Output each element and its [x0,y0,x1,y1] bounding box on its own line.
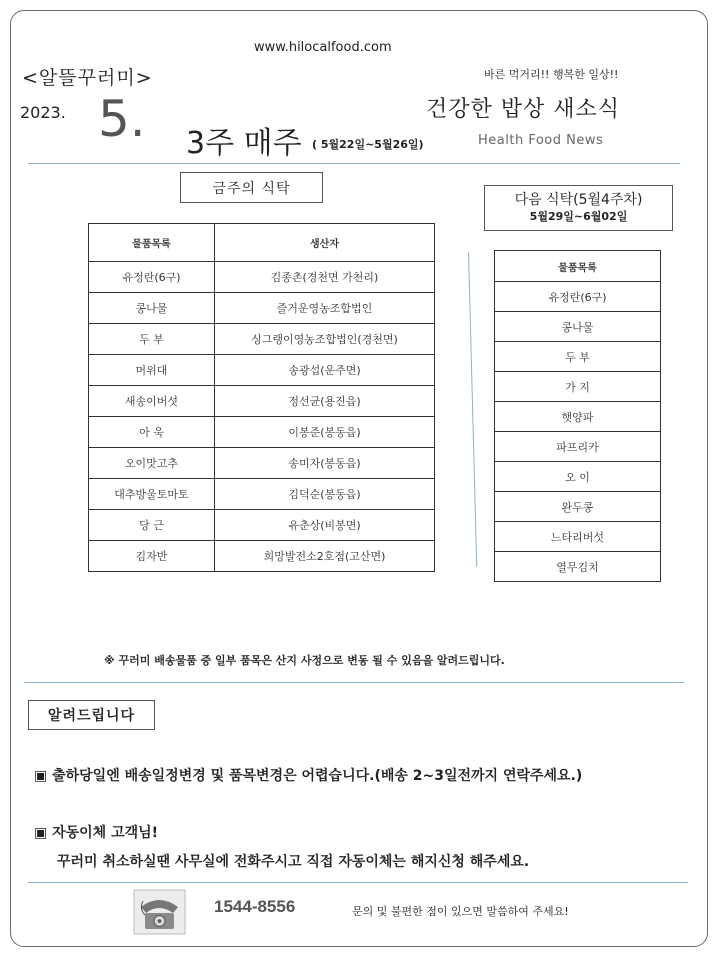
table-row [89,355,435,386]
item-cell: 햇양파 [495,402,661,432]
column-header-items: 물품목록 [495,251,661,282]
item-cell: 유정란(6구) [495,282,661,312]
notice-item-autopay-body: 꾸러미 취소하실땐 사무실에 전화주시고 직접 자동이체는 해지신청 해주세요. [57,854,530,870]
item-cell: 머위대 [89,355,215,386]
producer-cell: 희망발전소2호점(고산면) [215,541,435,572]
producer-cell: 유춘상(비봉면) [215,510,435,541]
item-cell: 열무김치 [495,552,661,582]
table-row [89,448,435,479]
table-row [495,462,661,492]
header-divider [28,163,680,164]
table-row [89,541,435,572]
table-row [495,522,661,552]
producer-cell: 정선균(용진읍) [215,386,435,417]
phone-number[interactable]: 1544-8556 [214,897,296,916]
producer-cell: 김종촌(경천면 가천리) [215,262,435,293]
table-row [89,417,435,448]
issue-dates: ( 5월22일~5월26일) [312,138,424,151]
this-week-table [88,223,435,572]
item-cell: 콩나물 [495,312,661,342]
table-row [495,402,661,432]
table-row [495,282,661,312]
notice-item-delivery: ▣ 출하당일엔 배송일정변경 및 품목변경은 어렵습니다.(배송 2~3일전까지 연락주세요.) [34,768,583,784]
table-row [89,293,435,324]
item-cell: 파프리카 [495,432,661,462]
table-header-row [89,224,435,262]
item-cell: 김자반 [89,541,215,572]
item-cell: 콩나물 [89,293,215,324]
table-row [495,432,661,462]
issue-month: 5. [98,90,146,148]
table-row [495,492,661,522]
item-cell: 오이맛고추 [89,448,215,479]
item-cell: 당 근 [89,510,215,541]
notice-label: 알려드립니다 [28,700,155,730]
news-title-english: Health Food News [478,133,604,148]
item-cell: 가 지 [495,372,661,402]
table-row [89,386,435,417]
item-cell: 새송이버섯 [89,386,215,417]
issue-week: 3주 매주 [186,126,302,161]
issue-year: 2023. [20,103,66,122]
item-cell: 오 이 [495,462,661,492]
table-row [89,324,435,355]
table-row [495,342,661,372]
inquiry-text: 문의 및 불편한 점이 있으면 말씀하여 주세요! [352,905,569,918]
producer-cell: 송미자(봉동읍) [215,448,435,479]
producer-cell: 송광섭(운주면) [215,355,435,386]
item-cell: 두 부 [89,324,215,355]
next-week-label: 다음 식탁(5월4주차) [514,192,643,209]
item-cell: 두 부 [495,342,661,372]
news-title-korean: 건강한 밥상 새소식 [426,97,621,122]
item-cell: 완두콩 [495,492,661,522]
item-cell: 대추방울토마토 [89,479,215,510]
website-url[interactable]: www.hilocalfood.com [254,40,392,55]
next-week-label-box [484,185,673,231]
this-week-label: 금주의 식탁 [180,172,323,203]
column-header-items: 물품목록 [89,224,215,262]
next-week-table [494,250,661,582]
notice-divider [24,682,684,683]
table-row [89,510,435,541]
column-header-producer: 생산자 [215,224,435,262]
table-row [89,262,435,293]
table-row [89,479,435,510]
slogan: 바른 먹거리!! 행복한 일상!! [484,68,619,81]
producer-cell: 김덕순(봉동읍) [215,479,435,510]
footer-divider [28,882,688,883]
table-header-row [495,251,661,282]
supply-change-notice: ※ 꾸러미 배송물품 중 일부 품목은 산지 사정으로 변동 될 수 있음을 알려드립니다. [104,654,505,667]
next-week-dates: 5월29일~6월02일 [529,209,628,223]
notice-item-autopay-title: ▣ 자동이체 고객님! [34,825,159,841]
table-row [495,312,661,342]
item-cell: 유정란(6구) [89,262,215,293]
producer-cell: 이봉준(봉동읍) [215,417,435,448]
table-row [495,552,661,582]
item-cell: 아 욱 [89,417,215,448]
telephone-icon [133,889,186,935]
brand-name: <알뜰꾸러미> [22,67,153,89]
producer-cell: 싱그랭이영농조합법인(경천면) [215,324,435,355]
table-row [495,372,661,402]
item-cell: 느타리버섯 [495,522,661,552]
producer-cell: 즐거운영농조합법인 [215,293,435,324]
